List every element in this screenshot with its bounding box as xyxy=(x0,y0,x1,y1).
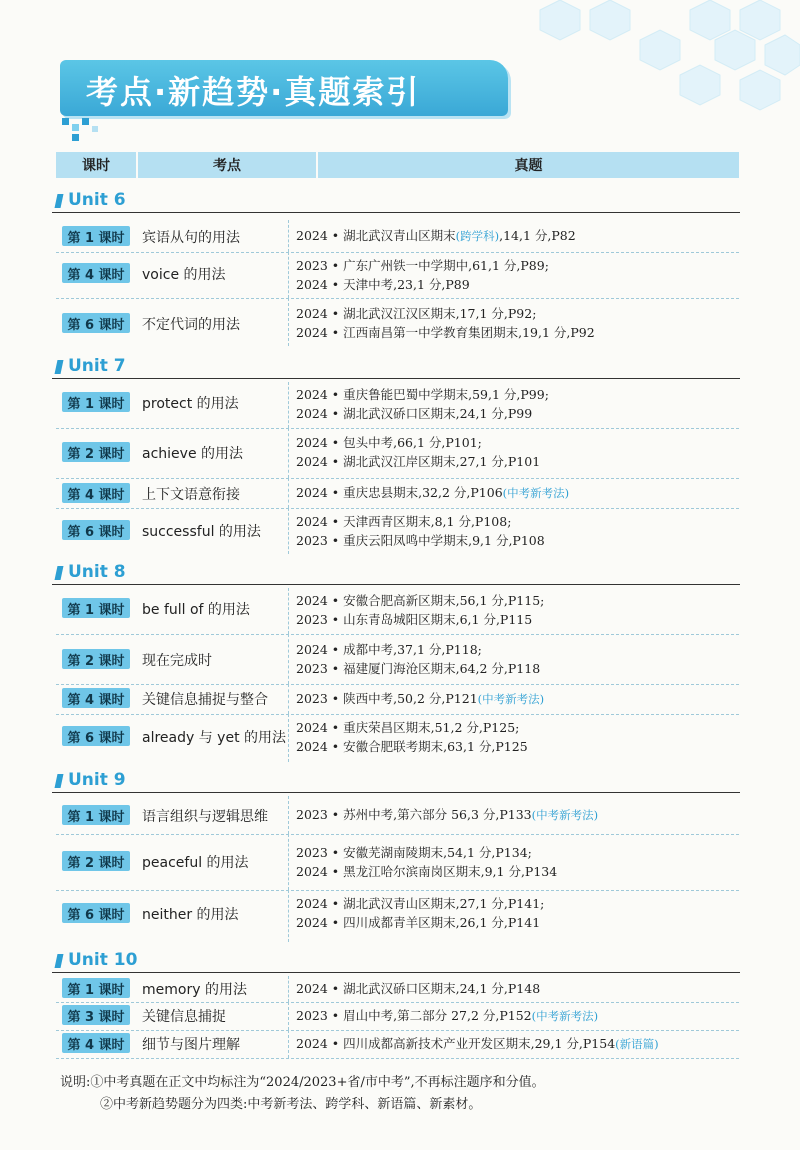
table-row xyxy=(56,976,739,1003)
topic-text: 宾语从句的用法 xyxy=(142,230,240,246)
trend-tag: (中考新考法) xyxy=(531,1009,599,1023)
decorative-squares xyxy=(62,118,122,146)
exam-list: 2024 • 湖北武汉青山区期末,27,1 分,P141; 2024 • 四川成都青羊区期末,26,1 分,P141 xyxy=(296,896,545,930)
topic-text: achieve 的用法 xyxy=(142,446,244,462)
trend-tag: (中考新考法) xyxy=(502,486,570,500)
lesson-badge: 第 6 课时 xyxy=(62,726,130,746)
table-row xyxy=(56,796,739,835)
lesson-badge: 第 3 课时 xyxy=(62,1005,130,1025)
unit-heading xyxy=(52,950,740,973)
exam-list: 2024 • 湖北武汉青山区期末(跨学科),14,1 分,P82 xyxy=(296,228,576,243)
exam-list: 2024 • 四川成都高新技术产业开发区期末,29,1 分,P154(新语篇) xyxy=(296,1036,659,1051)
lesson-badge: 第 4 课时 xyxy=(62,483,130,503)
footnote-1: 说明:①中考真题在正文中均标注为“2024/2023+省/市中考”,不再标注题序和分值。 xyxy=(60,1075,545,1090)
unit-heading xyxy=(52,562,740,585)
unit-title: Unit 6 xyxy=(68,190,126,210)
table-row xyxy=(56,220,739,253)
lesson-badge: 第 6 课时 xyxy=(62,313,130,333)
unit-title: Unit 10 xyxy=(68,950,138,970)
trend-tag: (新语篇) xyxy=(615,1037,659,1051)
lesson-badge: 第 1 课时 xyxy=(62,805,130,825)
topic-text: 关键信息捕捉与整合 xyxy=(142,692,268,708)
lesson-badge: 第 1 课时 xyxy=(62,598,130,618)
unit-title: Unit 7 xyxy=(68,356,126,376)
exam-list: 2024 • 包头中考,66,1 分,P101; 2024 • 湖北武汉江岸区期末,27,1 分,P101 xyxy=(296,435,541,469)
topic-text: successful 的用法 xyxy=(142,524,261,540)
trend-tag: (跨学科) xyxy=(455,229,500,243)
trend-tag: (中考新考法) xyxy=(531,808,599,822)
table-row xyxy=(56,714,739,762)
topic-text: 上下文语意衔接 xyxy=(142,487,240,503)
header-exams: 真题 xyxy=(318,152,739,178)
exam-list: 2024 • 成都中考,37,1 分,P118; 2023 • 福建厦门海沧区期末,64,2 分,P118 xyxy=(296,642,541,676)
table-row xyxy=(56,684,739,715)
table-row xyxy=(56,298,739,346)
table-row xyxy=(56,508,739,554)
header-lesson: 课时 xyxy=(56,152,136,178)
lesson-badge: 第 2 课时 xyxy=(62,649,130,669)
topic-text: memory 的用法 xyxy=(142,982,247,998)
footnote-2: ②中考新趋势题分为四类:中考新考法、跨学科、新语篇、新素材。 xyxy=(100,1097,482,1112)
exam-list: 2024 • 重庆忠县期末,32,2 分,P106(中考新考法) xyxy=(296,485,570,500)
exam-list: 2024 • 重庆荣昌区期末,51,2 分,P125; 2024 • 安徽合肥联考期末,63,1 分,P125 xyxy=(296,720,528,754)
table-row xyxy=(56,382,739,429)
hexagon-pattern xyxy=(500,0,800,150)
unit-marker-icon xyxy=(55,360,64,374)
lesson-badge: 第 1 课时 xyxy=(62,978,130,998)
table-row xyxy=(56,1002,739,1031)
exam-list: 2023 • 广东广州铁一中学期中,61,1 分,P89; 2024 • 天津中考,23,1 分,P89 xyxy=(296,258,549,292)
lesson-badge: 第 1 课时 xyxy=(62,226,130,246)
lesson-badge: 第 2 课时 xyxy=(62,442,130,462)
unit-marker-icon xyxy=(55,194,64,208)
unit-marker-icon xyxy=(55,954,64,968)
exam-list: 2024 • 天津西青区期末,8,1 分,P108; 2023 • 重庆云阳凤鸣中学期末,9,1 分,P108 xyxy=(296,514,545,548)
table-row xyxy=(56,588,739,635)
lesson-badge: 第 4 课时 xyxy=(62,1033,130,1053)
exam-list: 2023 • 眉山中考,第二部分 27,2 分,P152(中考新考法) xyxy=(296,1008,599,1023)
exam-list: 2023 • 陕西中考,50,2 分,P121(中考新考法) xyxy=(296,691,545,706)
table-row xyxy=(56,834,739,891)
lesson-badge: 第 6 课时 xyxy=(62,520,130,540)
table-row xyxy=(56,1030,739,1059)
topic-text: protect 的用法 xyxy=(142,396,239,412)
exam-list: 2024 • 重庆鲁能巴蜀中学期末,59,1 分,P99; 2024 • 湖北武汉硚口区期末,24,1 分,P99 xyxy=(296,387,549,421)
topic-text: 现在完成时 xyxy=(142,653,212,669)
topic-text: peaceful 的用法 xyxy=(142,855,249,871)
topic-text: be full of 的用法 xyxy=(142,602,250,618)
topic-text: 语言组织与逻辑思维 xyxy=(142,809,268,825)
table-header xyxy=(56,152,739,178)
lesson-badge: 第 4 课时 xyxy=(62,688,130,708)
table-row xyxy=(56,890,739,942)
footnotes xyxy=(60,1072,545,1116)
topic-text: 细节与图片理解 xyxy=(142,1037,240,1053)
unit-title: Unit 8 xyxy=(68,562,126,582)
table-row xyxy=(56,252,739,299)
exam-list: 2023 • 苏州中考,第六部分 56,3 分,P133(中考新考法) xyxy=(296,807,599,822)
page-title: 考点·新趋势·真题索引 xyxy=(86,73,421,111)
unit-heading xyxy=(52,190,740,213)
lesson-badge: 第 4 课时 xyxy=(62,263,130,283)
unit-marker-icon xyxy=(55,566,64,580)
lesson-badge: 第 2 课时 xyxy=(62,851,130,871)
table-row xyxy=(56,478,739,509)
lesson-badge: 第 6 课时 xyxy=(62,903,130,923)
table-row xyxy=(56,428,739,479)
unit-heading xyxy=(52,770,740,793)
trend-tag: (中考新考法) xyxy=(477,692,545,706)
lesson-badge: 第 1 课时 xyxy=(62,392,130,412)
title-banner xyxy=(60,60,508,116)
exam-list: 2024 • 湖北武汉江汉区期末,17,1 分,P92; 2024 • 江西南昌第一中学教育集团期末,19,1 分,P92 xyxy=(296,306,595,340)
exam-list: 2024 • 安徽合肥高新区期末,56,1 分,P115; 2023 • 山东青岛城阳区期末,6,1 分,P115 xyxy=(296,593,545,627)
unit-marker-icon xyxy=(55,774,64,788)
topic-text: 关键信息捕捉 xyxy=(142,1009,226,1025)
table-row xyxy=(56,634,739,685)
topic-text: voice 的用法 xyxy=(142,267,226,283)
topic-text: 不定代词的用法 xyxy=(142,317,240,333)
topic-text: neither 的用法 xyxy=(142,907,239,923)
header-topic: 考点 xyxy=(138,152,316,178)
unit-heading xyxy=(52,356,740,379)
topic-text: already 与 yet 的用法 xyxy=(142,730,287,746)
exam-list: 2024 • 湖北武汉硚口区期末,24,1 分,P148 xyxy=(296,981,541,996)
exam-list: 2023 • 安徽芜湖南陵期末,54,1 分,P134; 2024 • 黑龙江哈尔滨南岗区期末,9,1 分,P134 xyxy=(296,845,558,879)
unit-title: Unit 9 xyxy=(68,770,126,790)
